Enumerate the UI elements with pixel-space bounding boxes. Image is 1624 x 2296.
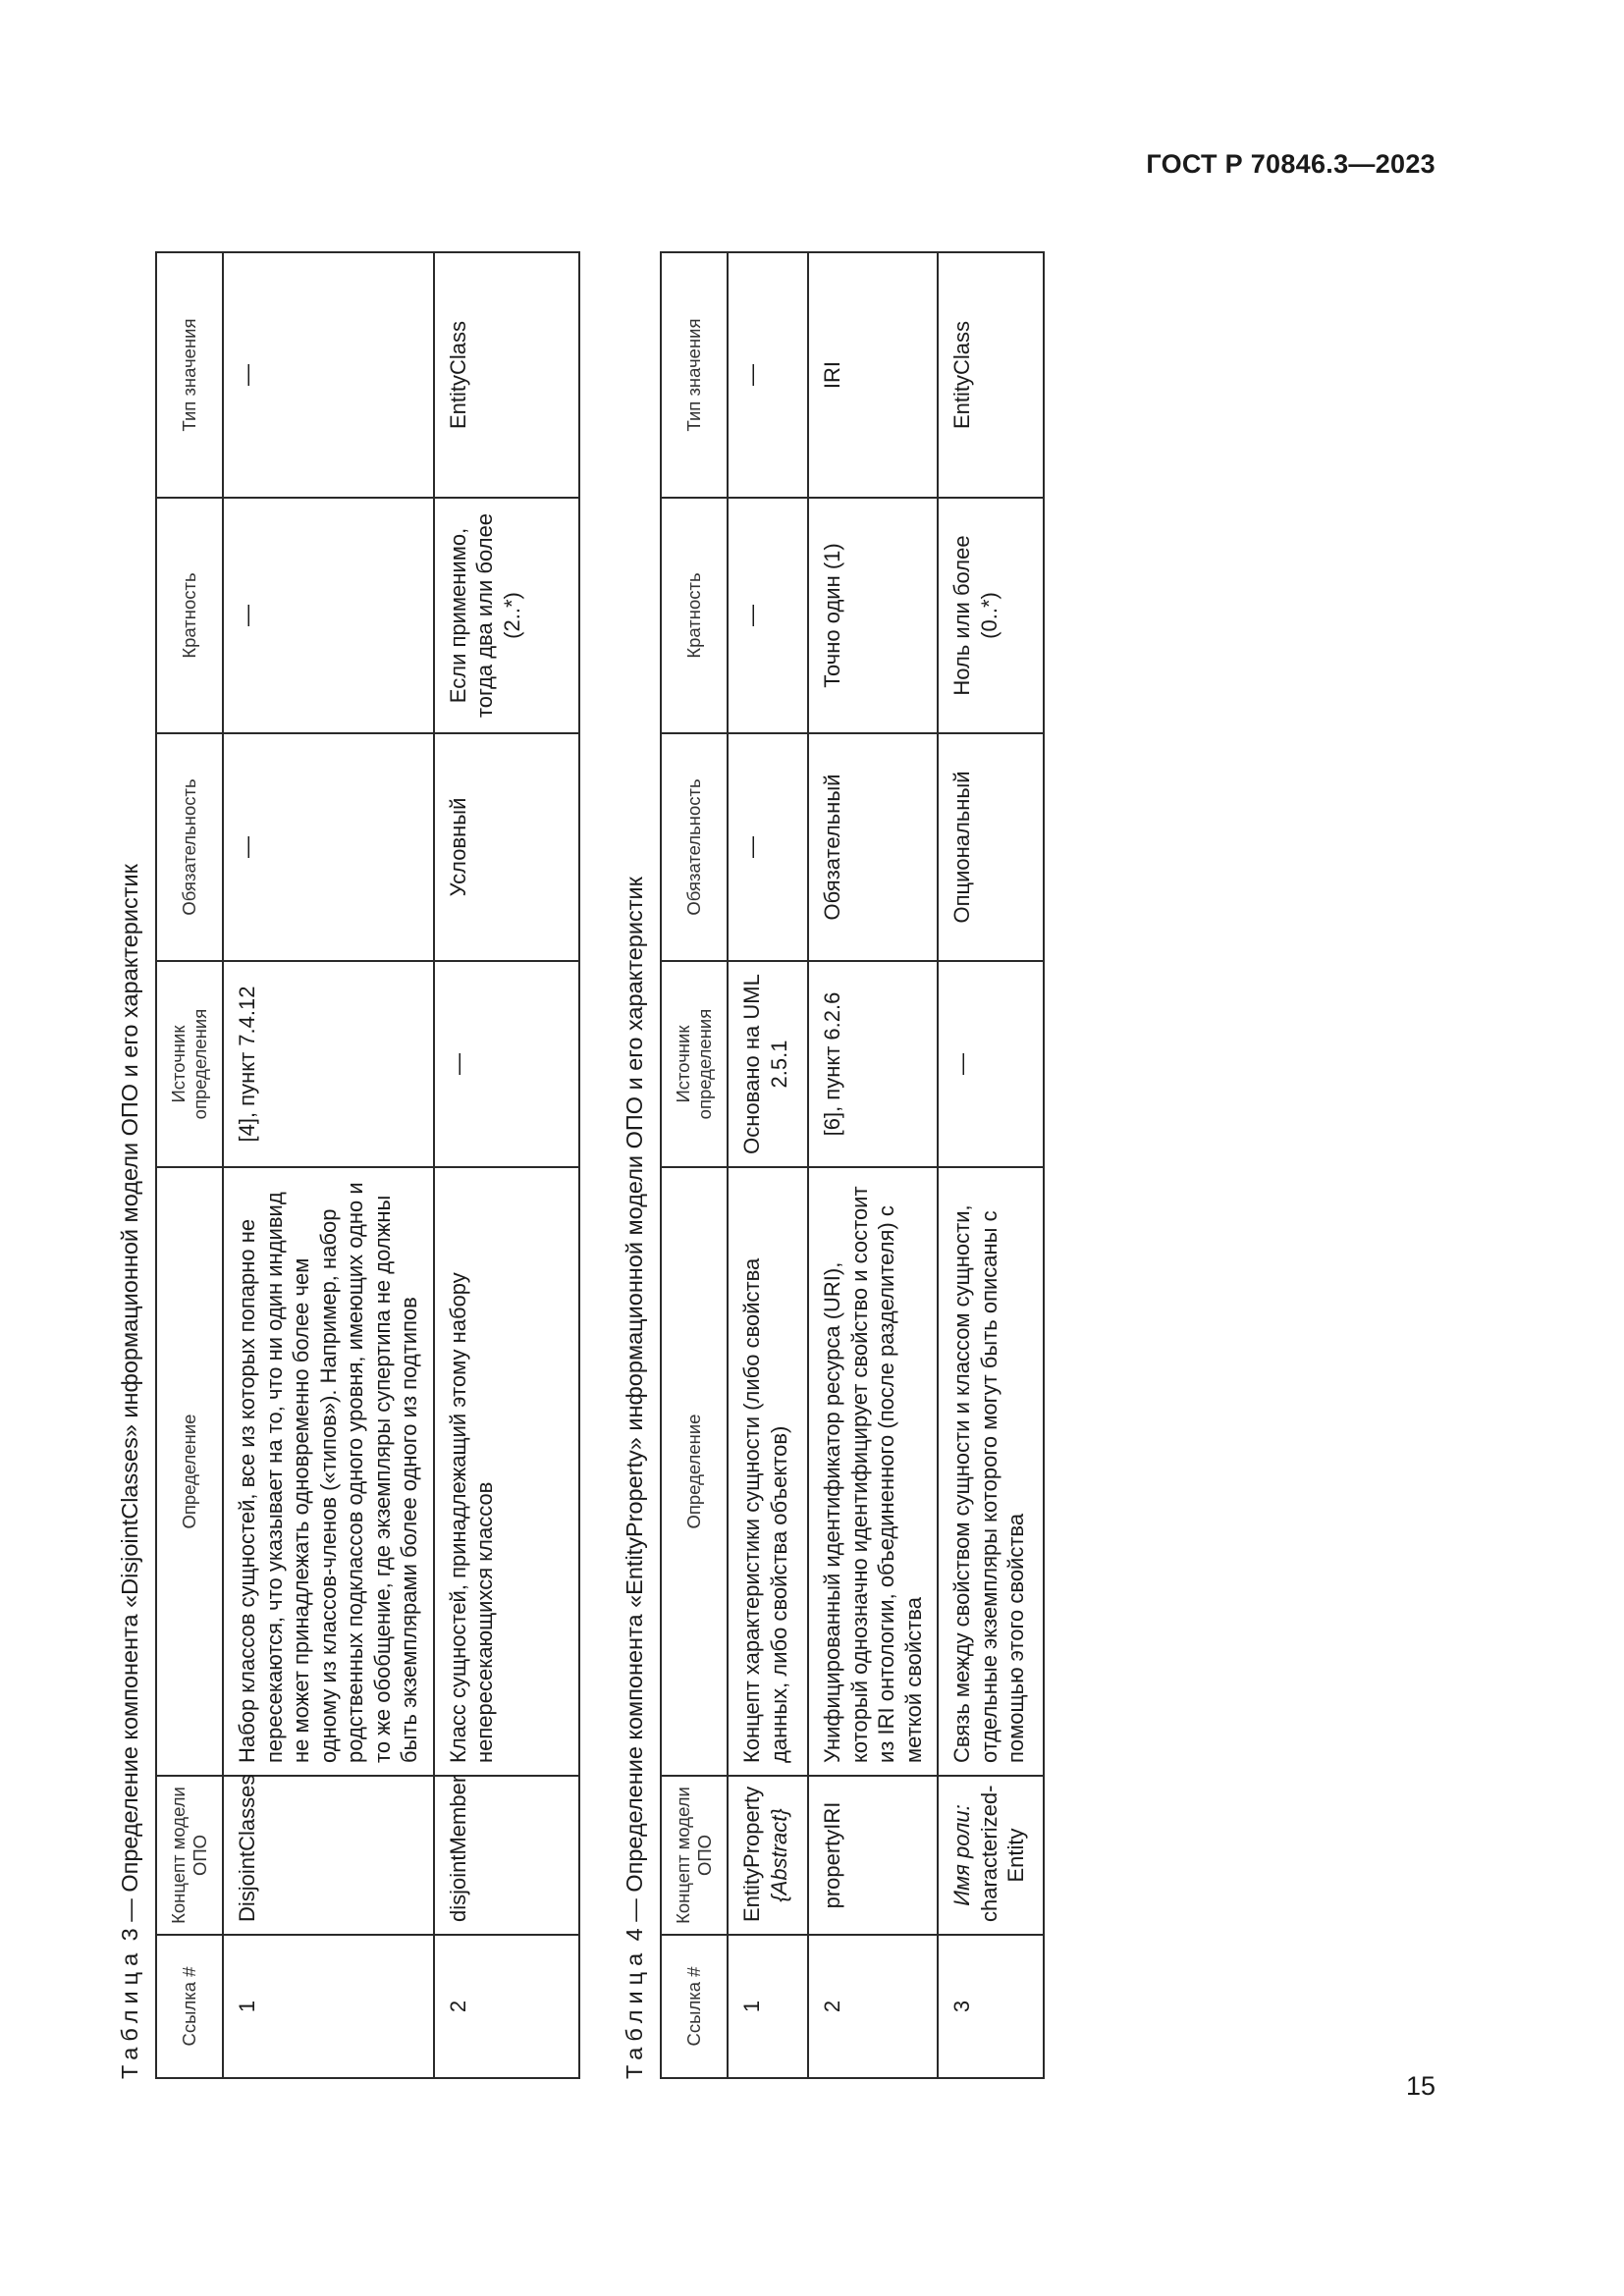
document-standard-id: ГОСТ Р 70846.3—2023 [1146, 149, 1435, 179]
cell-ref: 1 [223, 1935, 434, 2078]
table4-caption-word: Таблица [622, 1947, 647, 2079]
concept-name: EntityProperty [739, 1786, 765, 1922]
concept-note: {Abstract} [766, 1808, 791, 1902]
header-multiplicity: Кратность [661, 498, 728, 733]
table-row [223, 252, 434, 2078]
cell-source: [4], пункт 7.4.12 [223, 961, 434, 1167]
table3-caption-word: Таблица [117, 1947, 142, 2079]
header-multiplicity: Кратность [156, 498, 223, 733]
table3-header-row [156, 252, 223, 2078]
cell-source: — [434, 961, 579, 1167]
cell-multiplicity: — [223, 498, 434, 733]
cell-concept [938, 1776, 1044, 1935]
header-obligation: Обязательность [156, 733, 223, 961]
table4-caption-text: 4 — Определение компонента «EntityProperty» информационной модели ОПО и его характеристик [622, 877, 647, 1942]
cell-ref: 2 [808, 1935, 938, 2078]
cell-obligation: Опциональный [938, 733, 1044, 961]
header-value-type: Тип значения [661, 252, 728, 498]
table3-block [116, 234, 580, 2079]
table4-block [621, 234, 1045, 2079]
header-definition: Определение [156, 1167, 223, 1776]
cell-concept: DisjointClasses [223, 1776, 434, 1935]
cell-ref: 2 [434, 1935, 579, 2078]
cell-value-type: EntityClass [434, 252, 579, 498]
cell-obligation: Условный [434, 733, 579, 961]
table3-caption [116, 234, 143, 2079]
cell-ref: 3 [938, 1935, 1044, 2078]
cell-definition: Концепт характеристики сущности (либо свойства данных, либо свойства объектов) [728, 1167, 808, 1776]
cell-ref: 1 [728, 1935, 808, 2078]
cell-definition: Связь между свойством сущности и классом сущности, отдельные экземпляры которого могут быть описаны с помощью этого свойства [938, 1167, 1044, 1776]
header-value-type: Тип значения [156, 252, 223, 498]
cell-multiplicity: Точно один (1) [808, 498, 938, 733]
table4-caption [621, 234, 648, 2079]
header-obligation: Обязательность [661, 733, 728, 961]
table-row [434, 252, 579, 2078]
header-source: Источник определения [156, 961, 223, 1167]
cell-concept [728, 1776, 808, 1935]
header-ref: Ссылка # [661, 1935, 728, 2078]
table4-header-row [661, 252, 728, 2078]
cell-definition: Унифицированный идентификатор ресурса (URI), который однозначно идентифицирует свойство и состоит из IRI онтологии, объединенного (после разделителя) с меткой свойства [808, 1167, 938, 1776]
table3-caption-text: 3 — Определение компонента «DisjointClasses» информационной модели ОПО и его характеристик [117, 864, 142, 1942]
cell-concept: disjointMember [434, 1776, 579, 1935]
cell-definition: Класс сущностей, принадлежащий этому набору непересекающихся классов [434, 1167, 579, 1776]
cell-obligation: — [728, 733, 808, 961]
header-ref: Ссылка # [156, 1935, 223, 2078]
cell-obligation: — [223, 733, 434, 961]
cell-value-type: — [223, 252, 434, 498]
header-concept: Концепт модели ОПО [661, 1776, 728, 1935]
table-row [728, 252, 808, 2078]
header-concept: Концепт модели ОПО [156, 1776, 223, 1935]
cell-multiplicity: Ноль или более (0..*) [938, 498, 1044, 733]
cell-concept: propertyIRI [808, 1776, 938, 1935]
table-row [938, 252, 1044, 2078]
cell-source: — [938, 961, 1044, 1167]
cell-multiplicity: — [728, 498, 808, 733]
concept-name: characterized-Entity [976, 1785, 1029, 1922]
page-number: 15 [1405, 2071, 1435, 2101]
cell-source: Основано на UML 2.5.1 [728, 961, 808, 1167]
cell-value-type: IRI [808, 252, 938, 498]
cell-obligation: Обязательный [808, 733, 938, 961]
cell-source: [6], пункт 6.2.6 [808, 961, 938, 1167]
header-source: Источник определения [661, 961, 728, 1167]
cell-definition: Набор классов сущностей, все из которых попарно не пересекаются, что указывает на то, что ни один индивид не может принадлежать одновременно более чем одному из классов-членов («типов»). Например, набор родственных подклассов одного уровня, имеющих одно и то же обобщение, где экземпляры супертипа не должны быть экземплярами более одного из подтипов [223, 1167, 434, 1776]
table4 [660, 251, 1045, 2079]
cell-multiplicity: Если применимо, тогда два или более (2..*) [434, 498, 579, 733]
table-row [808, 252, 938, 2078]
header-definition: Определение [661, 1167, 728, 1776]
table3 [155, 251, 580, 2079]
concept-role-prefix: Имя роли: [949, 1804, 975, 1906]
cell-value-type: — [728, 252, 808, 498]
cell-value-type: EntityClass [938, 252, 1044, 498]
